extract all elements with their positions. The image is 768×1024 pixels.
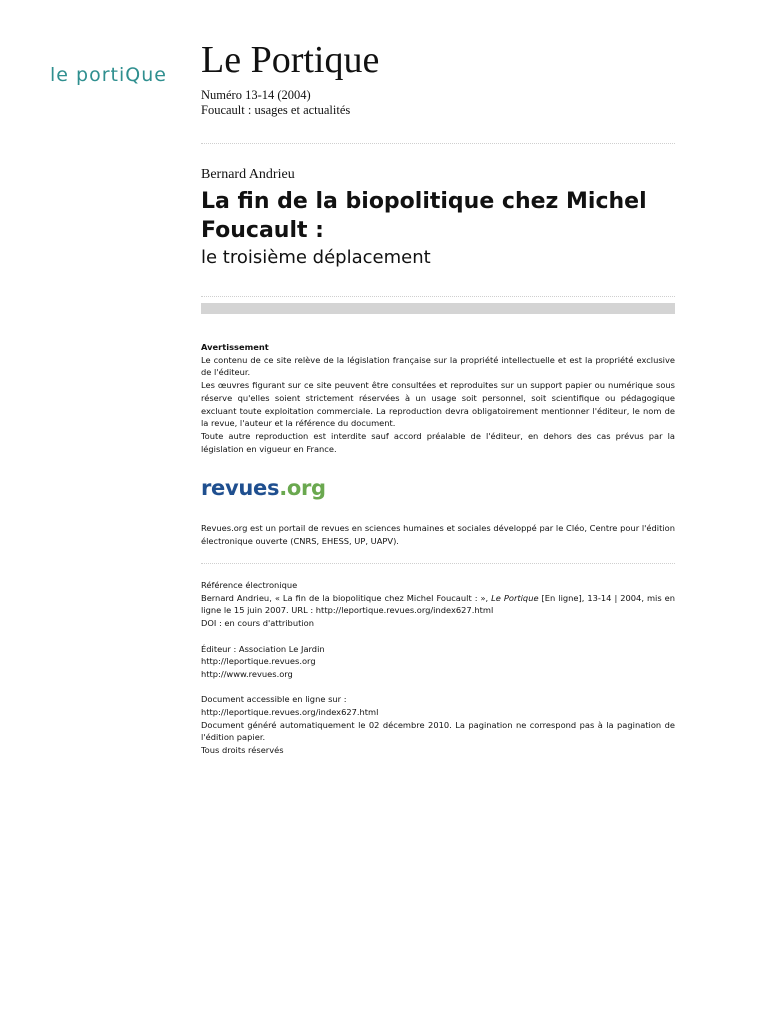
- warning-paragraph: Les œuvres figurant sur ce site peuvent être consultées et reproduites sur un support papier ou numérique sous réserve qu'elles soient strictement réservées à un usage soit personnel, soit scientifique ou pédagogique excluant toute exploitation commerciale. La reproduction devra obligatoirement mentionner l'éditeur, le nom de la revue, l'auteur et la référence du document.: [201, 380, 675, 429]
- revues-logo-domain: .org: [279, 476, 326, 500]
- warning-heading: Avertissement: [201, 342, 269, 352]
- rights-note: Tous droits réservés: [201, 745, 284, 756]
- publisher: Éditeur : Association Le Jardin: [201, 643, 325, 654]
- generation-note: Document généré automatiquement le 02 décembre 2010. La pagination ne correspond pas à la pagination de l'édition papier.: [201, 719, 675, 743]
- reference-block: [201, 579, 675, 757]
- article-author: Bernard Andrieu: [201, 167, 295, 182]
- warning-paragraph: Toute autre reproduction est interdite sauf accord préalable de l'éditeur, en dehors des cas prévus par la législation en vigueur en France.: [201, 430, 675, 454]
- access-label: Document accessible en ligne sur :: [201, 694, 347, 705]
- doi: DOI : en cours d'attribution: [201, 618, 314, 629]
- access-link[interactable]: http://leportique.revues.org/index627.html: [201, 707, 379, 717]
- publisher-link[interactable]: http://leportique.revues.org: [201, 656, 316, 667]
- revues-logo-part: revues: [201, 476, 280, 500]
- citation-part: [En ligne], 13-14 | 2004, mis en ligne le 15 juin 2007. URL : http://leportique.revues.org/index627.html: [201, 592, 676, 616]
- citation-part: Bernard Andrieu, « La fin de la biopolitique chez Michel Foucault : »,: [201, 592, 492, 603]
- article-title: La fin de la biopolitique chez Michel Foucault :: [201, 189, 647, 243]
- citation: [201, 592, 675, 617]
- article-subtitle: le troisième déplacement: [201, 247, 431, 268]
- revues-org-logo[interactable]: [201, 474, 326, 502]
- journal-title: Le Portique: [201, 39, 380, 81]
- divider: [201, 296, 675, 297]
- portal-description: [201, 522, 675, 547]
- issue-info: [201, 88, 675, 118]
- divider: [201, 143, 675, 144]
- reference-heading: Référence électronique: [201, 580, 298, 590]
- publisher-link[interactable]: http://www.revues.org: [201, 668, 293, 679]
- divider: [201, 563, 675, 564]
- portal-text: Revues.org est un portail de revues en sciences humaines et sociales développé par le Cléo, Centre pour l'édition électronique ouverte (CNRS, EHESS, UP, UAPV).: [201, 523, 675, 546]
- grey-bar: [201, 303, 675, 314]
- issue-theme: Foucault : usages et actualités: [201, 103, 351, 117]
- warning-block: [201, 341, 675, 455]
- journal-logo: le portiQue: [50, 64, 167, 86]
- warning-paragraph: Le contenu de ce site relève de la législation française sur la propriété intellectuelle et est la propriété exclusive de l'éditeur.: [201, 354, 675, 378]
- issue-number: Numéro 13-14 (2004): [201, 88, 311, 102]
- citation-journal: Le Portique: [491, 592, 539, 603]
